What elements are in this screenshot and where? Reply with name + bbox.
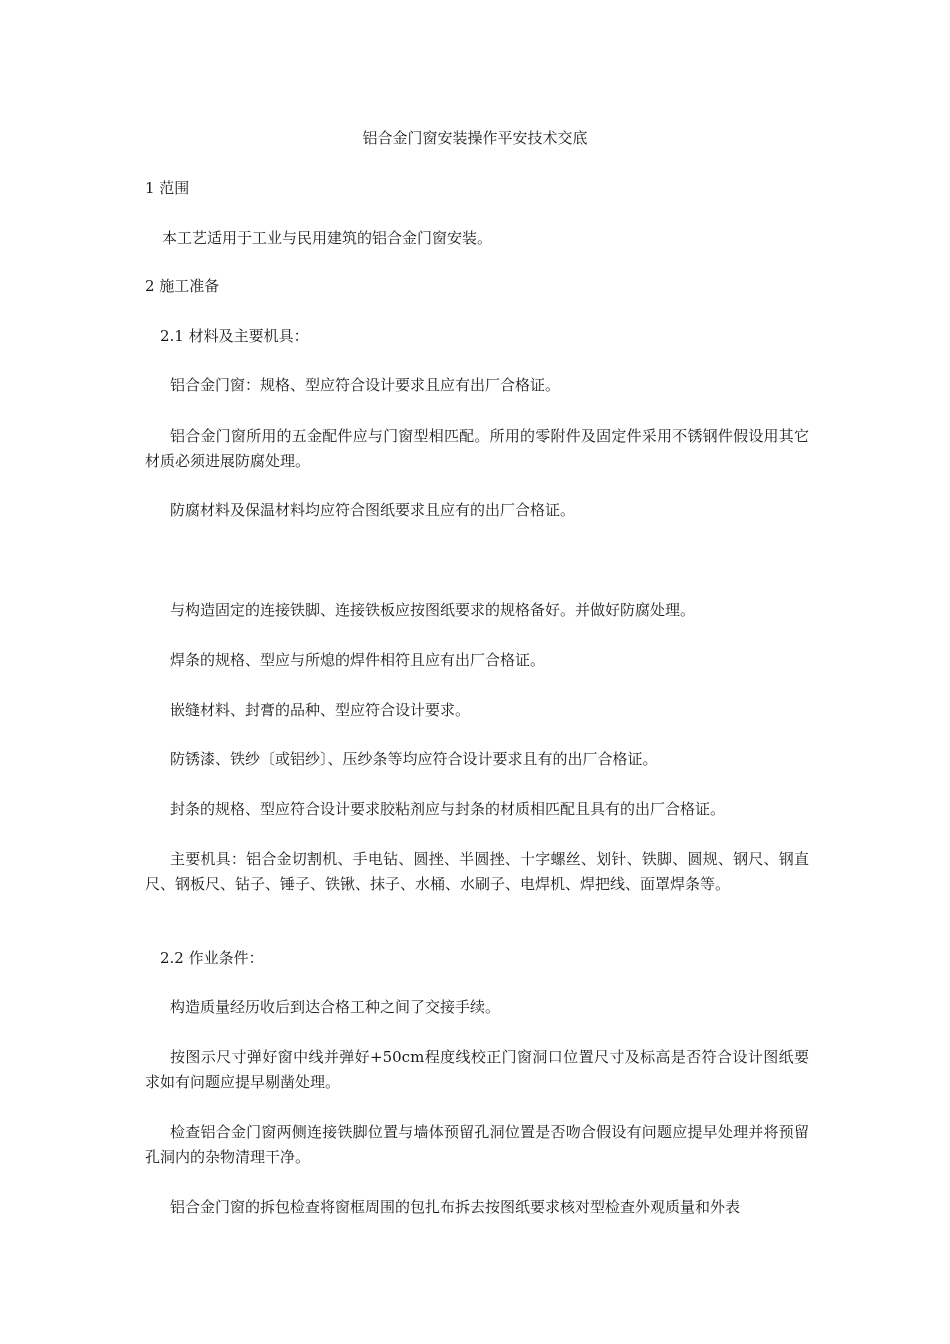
materials-paragraph: 铝合金门窗：规格、型应符合设计要求且应有出厂合格证。	[170, 376, 561, 394]
section-heading-scope: 1 范围	[145, 179, 190, 197]
materials-paragraph: 防锈漆、铁纱〔或铝纱〕、压纱条等均应符合设计要求且有的出厂合格证。	[170, 750, 658, 768]
scope-paragraph: 本工艺适用于工业与民用建筑的铝合金门窗安装。	[162, 229, 493, 247]
tools-paragraph: 主要机具：铝合金切割机、手电钻、圆挫、半圆挫、十字螺丝、划针、铁脚、圆规、钢尺、钢直尺、钢板尺、钻子、锤子、铁锹、抹子、水桶、水刷子、电焊机、焊把线、面罩焊条等。	[145, 850, 809, 893]
conditions-paragraph: 按图示尺寸弹好窗中线并弹好+50cm程度线校正门窗洞口位置尺寸及标高是否符合设计图纸要求如有问题应提早剔凿处理。	[145, 1048, 809, 1091]
materials-paragraph: 封条的规格、型应符合设计要求胶粘剂应与封条的材质相匹配且具有的出厂合格证。	[170, 800, 726, 818]
materials-paragraph: 与构造固定的连接铁脚、连接铁板应按图纸要求的规格备好。并做好防腐处理。	[170, 601, 696, 619]
conditions-paragraph: 构造质量经历收后到达合格工种之间了交接手续。	[170, 998, 501, 1016]
subsection-heading-materials: 2.1 材料及主要机具：	[160, 327, 309, 345]
document-title: 铝合金门窗安装操作平安技术交底	[362, 129, 588, 147]
materials-paragraph: 铝合金门窗所用的五金配件应与门窗型相匹配。所用的零附件及固定件采用不锈钢件假设用其它材质必须进展防腐处理。	[145, 427, 809, 470]
subsection-heading-conditions: 2.2 作业条件：	[160, 949, 264, 967]
conditions-paragraph: 铝合金门窗的拆包检查将窗框周围的包扎布拆去按图纸要求核对型检查外观质量和外表	[170, 1198, 741, 1216]
conditions-paragraph: 检查铝合金门窗两侧连接铁脚位置与墙体预留孔洞位置是否吻合假设有问题应提早处理并将预留孔洞内的杂物清理干净。	[145, 1123, 809, 1166]
materials-paragraph: 嵌缝材料、封膏的品种、型应符合设计要求。	[170, 701, 471, 719]
section-heading-preparation: 2 施工准备	[145, 277, 220, 295]
materials-paragraph: 焊条的规格、型应与所熄的焊件相符且应有出厂合格证。	[170, 651, 546, 669]
materials-paragraph: 防腐材料及保温材料均应符合图纸要求且应有的出厂合格证。	[170, 501, 576, 519]
